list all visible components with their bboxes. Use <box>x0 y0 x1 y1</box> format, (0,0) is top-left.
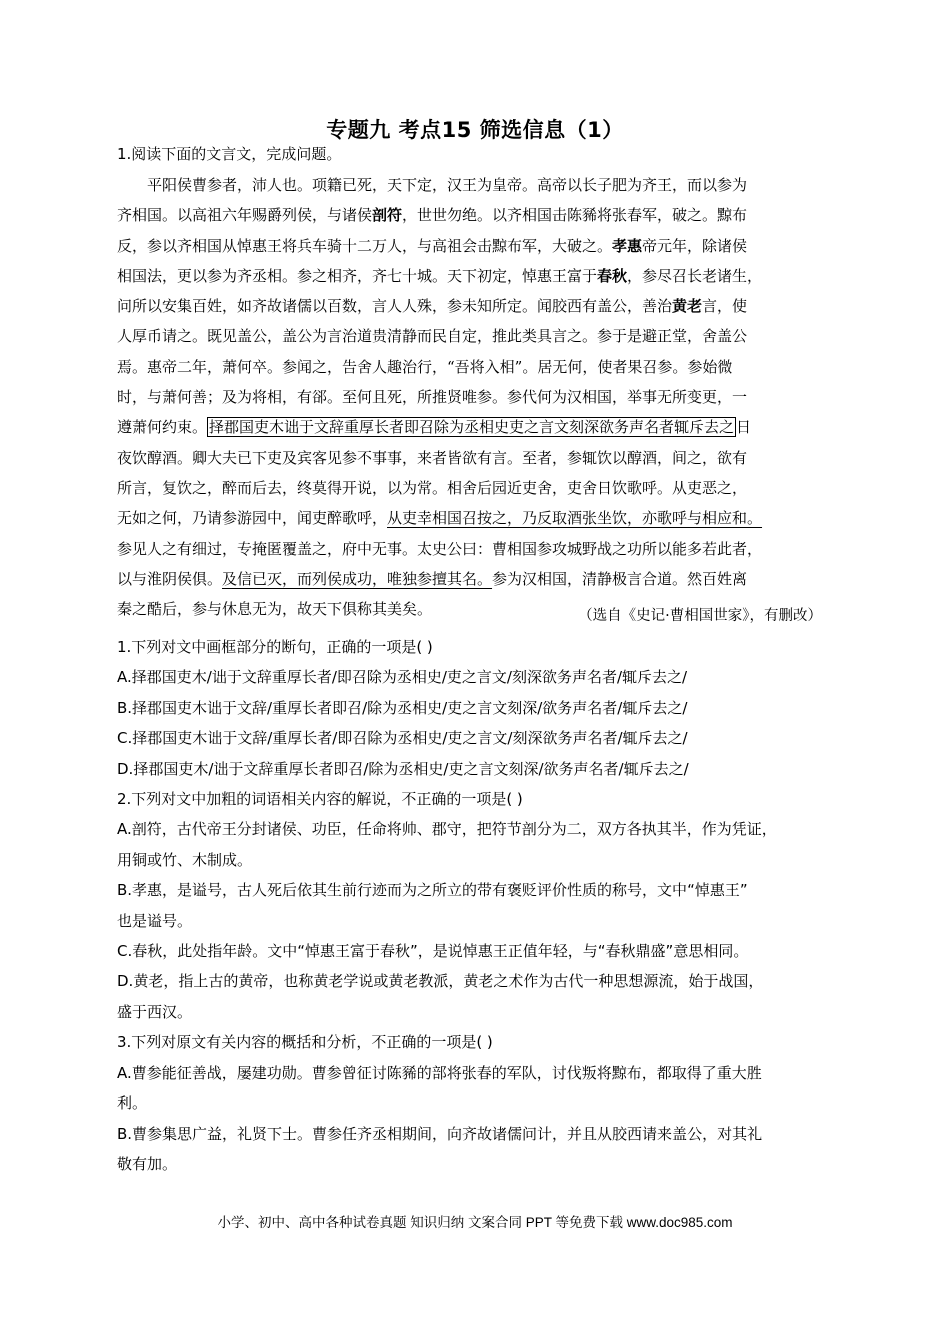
option-a-cont: 利。 <box>117 1094 148 1113</box>
passage-line: 秦之酷后，参与休息无为，故天下俱称其美矣。 <box>117 600 433 619</box>
option-d: D.黄老，指上古的黄帝，也称黄老学说或黄老教派，黄老之术作为古代一种思想源流，始于战国， <box>117 972 764 991</box>
bold-term-poufu: 剖符 <box>372 206 403 225</box>
questions-section <box>117 632 847 1179</box>
option-a: A.剖符，古代帝王分封诸侯、功臣，任命将帅、郡守，把符节剖分为二，双方各执其半，作为凭证， <box>117 820 777 839</box>
passage-line: 所言，复饮之，醉而后去，终莫得开说，以为常。相舍后园近吏舍，吏舍日饮歌呼。从吏恶之， <box>117 478 748 497</box>
underlined-sentence: 从吏幸相国召按之，乃反取酒张坐饮，亦歌呼与相应和。 <box>387 509 763 528</box>
passage-line: 平阳侯曹参者，沛人也。项籍已死，天下定，汉王为皇帝。高帝以长子肥为齐王，而以参为 <box>147 176 748 194</box>
option-d: D.择郡国吏木/诎于文辞重厚长者即召/除为丞相史/吏之言文刻深/欲务声名者/辄斥去之/ <box>117 759 689 778</box>
underlined-sentence: 及信已灭，而列侯成功，唯独参擅其名。 <box>222 569 493 588</box>
boxed-sentence: 择郡国吏木诎于文辞重厚长者即召除为丞相史吏之言文刻深欲务声名者辄斥去之 <box>209 418 735 437</box>
passage-line: 无如之何，乃请参游园中，闻吏醉歌呼，从吏幸相国召按之，乃反取酒张坐饮，亦歌呼与相应和。 <box>117 509 763 528</box>
question-stem: 2.下列对文中加粗的词语相关内容的解说，不正确的一项是( ) <box>117 790 523 809</box>
passage-line: 相国法，更以参为齐丞相。参之相齐，齐七十城。天下初定，悼惠王富于春秋，参尽召长老诸生， <box>117 266 763 285</box>
option-a: A.曹参能征善战，屡建功勋。曹参曾征讨陈豨的部将张春的军队，讨伐叛将黥布，都取得了重大胜 <box>117 1063 762 1082</box>
option-b: B.孝惠，是谥号，古人死后依其生前行迹而为之所立的带有褒贬评价性质的称号，文中“悼惠王” <box>117 881 748 900</box>
passage-line: 人厚币请之。既见盖公，盖公为言治道贵清静而民自定，推此类具言之。参于是避正堂，舍盖公 <box>117 327 748 346</box>
option-a: A.择郡国吏木/诎于文辞重厚长者/即召除为丞相史/吏之言文/刻深欲务声名者/辄斥去之/ <box>117 668 688 687</box>
bold-term-chunqiu: 春秋 <box>597 266 628 285</box>
option-b: B.择郡国吏木诎于文辞/重厚长者即召/除为丞相史/吏之言文刻深/欲务声名者/辄斥去之/ <box>117 698 688 717</box>
option-c: C.春秋，此处指年龄。文中“悼惠王富于春秋”，是说悼惠王正值年轻，与“春秋鼎盛”意思相同。 <box>117 942 749 961</box>
bold-term-xiaohui: 孝惠 <box>612 236 643 255</box>
option-b: B.曹参集思广益，礼贤下士。曹参任齐丞相期间，向齐故诸儒问计，并且从胶西请来盖公，对其礼 <box>117 1124 763 1143</box>
passage-line: 齐相国。以高祖六年赐爵列侯，与诸侯剖符，世世勿绝。以齐相国击陈豨将张春军，破之。黥布 <box>117 206 748 225</box>
passage-line: 焉。惠帝二年，萧何卒。参闻之，告舍人趣治行，“吾将入相”。居无何，使者果召参。参始微 <box>117 357 733 376</box>
question-stem: 3.下列对原文有关内容的概括和分析，不正确的一项是( ) <box>117 1033 493 1052</box>
option-a-cont: 用铜或竹、木制成。 <box>117 850 253 869</box>
page-footer: 小学、初中、高中各种试卷真题 知识归纳 文案合同 PPT 等免费下载 www.doc985.com <box>217 1215 733 1230</box>
option-b-cont: 也是谥号。 <box>117 911 193 930</box>
question-intro: 1.阅读下面的文言文，完成问题。 <box>117 145 342 163</box>
page-title: 专题九 考点15 筛选信息（1） <box>326 118 624 142</box>
option-c: C.择郡国吏木诎于文辞/重厚长者/即召除为丞相史/吏之言文/刻深欲务声名者/辄斥去之/ <box>117 729 688 748</box>
passage-line: 反，参以齐相国从悼惠王将兵车骑十二万人，与高祖会击黥布军，大破之。孝惠帝元年，除诸侯 <box>117 236 748 255</box>
passage-line: 参见人之有细过，专掩匿覆盖之，府中无事。太史公曰：曹相国参攻城野战之功所以能多若此者， <box>117 539 763 558</box>
passage-line: 以与淮阴侯俱。及信已灭，而列侯成功，唯独参擅其名。参为汉相国，清静极言合道。然百姓离 <box>117 569 748 588</box>
passage-line: 遵萧何约束。 择郡国吏木诎于文辞重厚长者即召除为丞相史吏之言文刻深欲务声名者辄斥去之 日 <box>117 418 752 437</box>
bold-term-huanglao: 黄老 <box>672 297 703 316</box>
classical-passage <box>117 170 832 624</box>
source-citation: （选自《史记·曹相国世家》，有删改） <box>578 608 822 624</box>
option-b-cont: 敬有加。 <box>117 1154 178 1173</box>
passage-line: 问所以安集百姓，如齐故诸儒以百数，言人人殊，参未知所定。闻胶西有盖公，善治黄老言，使 <box>117 297 748 316</box>
passage-line: 时，与萧何善；及为将相，有郤。至何且死，所推贤唯参。参代何为汉相国，举事无所变更，一 <box>117 388 748 407</box>
option-d-cont: 盛于西汉。 <box>117 1002 193 1021</box>
passage-line: 夜饮醇酒。卿大夫已下吏及宾客见参不事事，来者皆欲有言。至者，参辄饮以醇酒，间之，欲有 <box>117 448 748 467</box>
question-stem: 1.下列对文中画框部分的断句，正确的一项是( ) <box>117 638 433 656</box>
